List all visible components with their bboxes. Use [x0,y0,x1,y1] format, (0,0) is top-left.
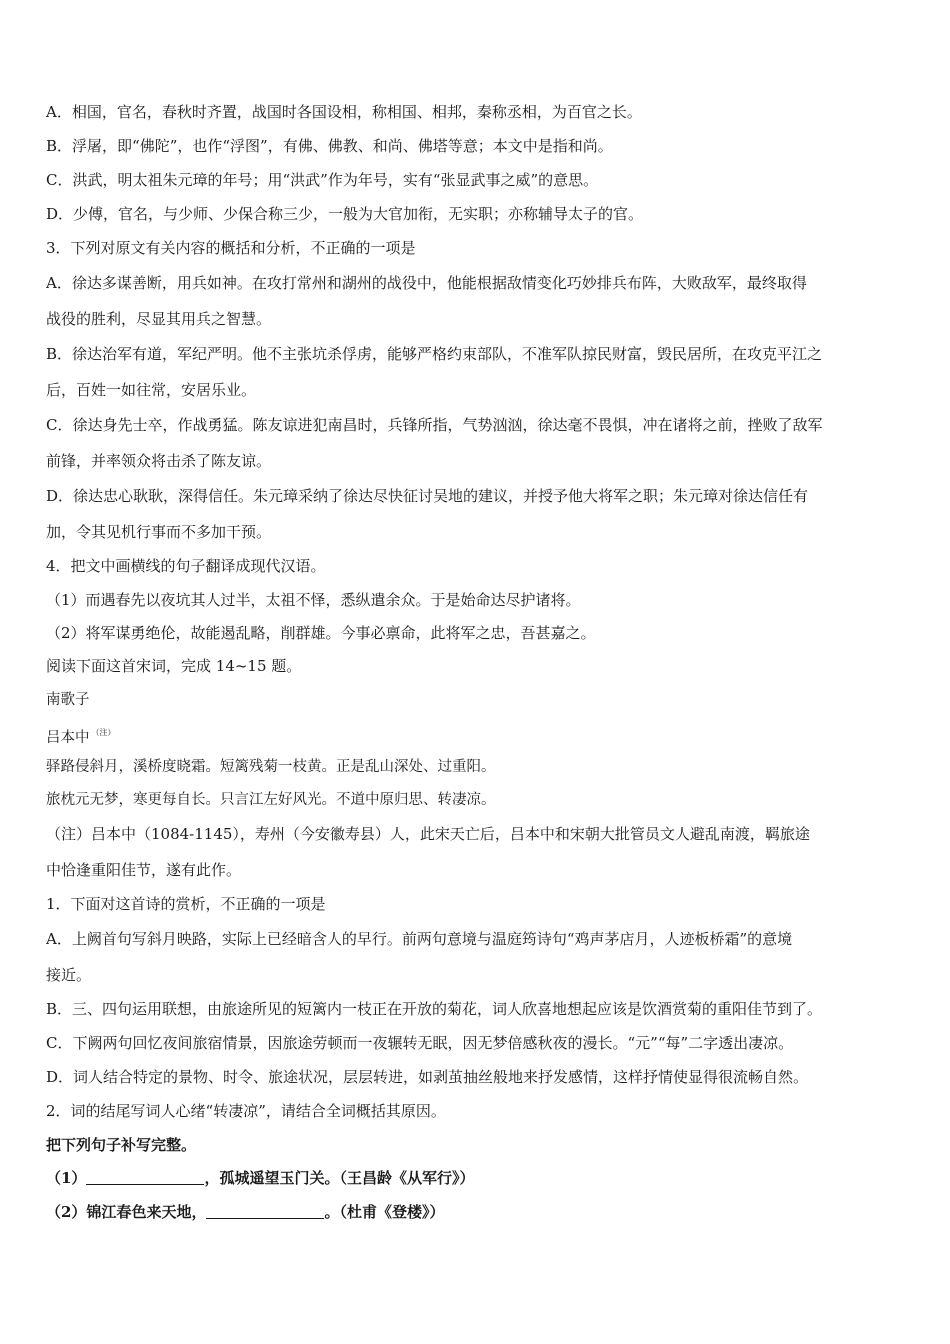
q3-option-d-line2: 加，令其见机行事而不多加干预。 [46,523,272,541]
poem-title: 南歌子 [46,692,90,708]
option-c-hongwu: C．洪武，明太祖朱元璋的年号；用“洪武”作为年号，实有“张显武事之威”的意思。 [46,171,599,189]
reading-instruction: 阅读下面这首宋词，完成 14~15 题。 [46,657,302,675]
option-d-shaofu: D．少傅，官名，与少师、少保合称三少，一般为大官加衔，无实职；亦称辅导太子的官。 [46,205,644,223]
fill-in-item-2-text: （2）锦江春色来天地， [46,1203,207,1221]
q3-option-a-line2: 战役的胜利，尽显其用兵之智慧。 [46,310,272,328]
question-4: 4．把文中画横线的句子翻译成现代汉语。 [46,557,326,575]
annotation-marker: （注） [91,728,116,737]
fill-in-item-2-source: 。（杜甫《登楼》） [324,1203,445,1221]
answer-blank-2[interactable] [206,1204,324,1219]
q3-option-b-line2: 后，百姓一如往常，安居乐业。 [46,381,257,399]
annotation-line1: （注）吕本中（1084-1145），寿州（今安徽寿县）人，此宋天亡后，吕本中和宋朝大批管员文人避乱南渡，羁旅途 [46,825,810,843]
q3-option-d-line1: D．徐达忠心耿耿，深得信任。朱元璋采纳了徐达尽快征讨吴地的建议，并授予他大将军之职；朱元璋对徐达信任有 [46,487,809,505]
fill-in-item-2 [46,1202,908,1222]
fill-in-item-1-number: （1） [46,1169,87,1187]
q3-option-a-line1: A．徐达多谋善断，用兵如神。在攻打常州和湖州的战役中，他能根据敌情变化巧妙排兵布阵，大败敌军，最终取得 [46,274,807,292]
question-3: 3．下列对原文有关内容的概括和分析，不正确的一项是 [46,239,416,257]
option-a-xiangguo: A．相国，官名，春秋时齐置，战国时各国设相，称相国、相邦，秦称丞相，为百官之长。 [46,103,642,121]
translate-sentence-2: （2）将军谋勇绝伦，故能遏乱略，削群雄。今事必禀命，此将军之忠，吾甚嘉之。 [46,624,596,642]
poem-option-a-line1: A．上阙首句写斜月映路，实际上已经暗含人的早行。前两句意境与温庭筠诗句“鸡声茅店月，人迹板桥霜”的意境 [46,930,793,948]
poem-option-c: C．下阙两句回忆夜间旅宿情景，因旅途劳顿而一夜辗转无眠，因无梦倍感秋夜的漫长。“元”“每”二字透出凄凉。 [46,1034,794,1052]
poem-author [46,723,908,748]
fill-in-heading: 把下列句子补写完整。 [46,1136,197,1154]
fill-in-item-1-text: ，孤城遥望玉门关。（王昌龄《从军行》） [204,1169,475,1187]
q3-option-c-line1: C．徐达身先士卒，作战勇猛。陈友谅进犯南昌时，兵锋所指，气势汹汹，徐达毫不畏惧，冲在诸将之前，挫败了敌军 [46,416,823,434]
poem-author-name: 吕本中 [46,730,90,746]
fill-in-item-1 [46,1168,908,1188]
option-b-futu: B．浮屠，即“佛陀”，也作“浮图”，有佛、佛教、和尚、佛塔等意；本文中是指和尚。 [46,137,613,155]
poem-stanza-2: 旅枕元无梦，寒更每自长。只言江左好风光。不道中原归思、转凄凉。 [46,792,496,808]
annotation-line2: 中恰逢重阳佳节，遂有此作。 [46,861,242,879]
poem-question-2: 2．词的结尾写词人心绪“转凄凉”，请结合全词概括其原因。 [46,1102,446,1120]
poem-stanza-1: 驿路侵斜月，溪桥度晓霜。短篱残菊一枝黄。正是乱山深处、过重阳。 [46,759,496,775]
q3-option-b-line1: B．徐达治军有道，军纪严明。他不主张坑杀俘虏，能够严格约束部队，不准军队掠民财富，毁民居所，在攻克平江之 [46,345,823,363]
poem-option-b: B．三、四句运用联想，由旅途所见的短篱内一枝正在开放的菊花，词人欣喜地想起应该是饮酒赏菊的重阳佳节到了。 [46,1000,823,1018]
poem-option-d: D．词人结合特定的景物、时令、旅途状况，层层转进，如剥茧抽丝般地来抒发感情，这样抒情使显得很流畅自然。 [46,1068,809,1086]
translate-sentence-1: （1）而遇春先以夜坑其人过半，太祖不怿，悉纵遣余众。于是始命达尽护诸将。 [46,591,581,609]
answer-blank-1[interactable] [86,1170,204,1185]
poem-question-1: 1．下面对这首诗的赏析，不正确的一项是 [46,895,326,913]
q3-option-c-line2: 前锋，并率领众将击杀了陈友谅。 [46,452,272,470]
poem-option-a-line2: 接近。 [46,966,92,984]
